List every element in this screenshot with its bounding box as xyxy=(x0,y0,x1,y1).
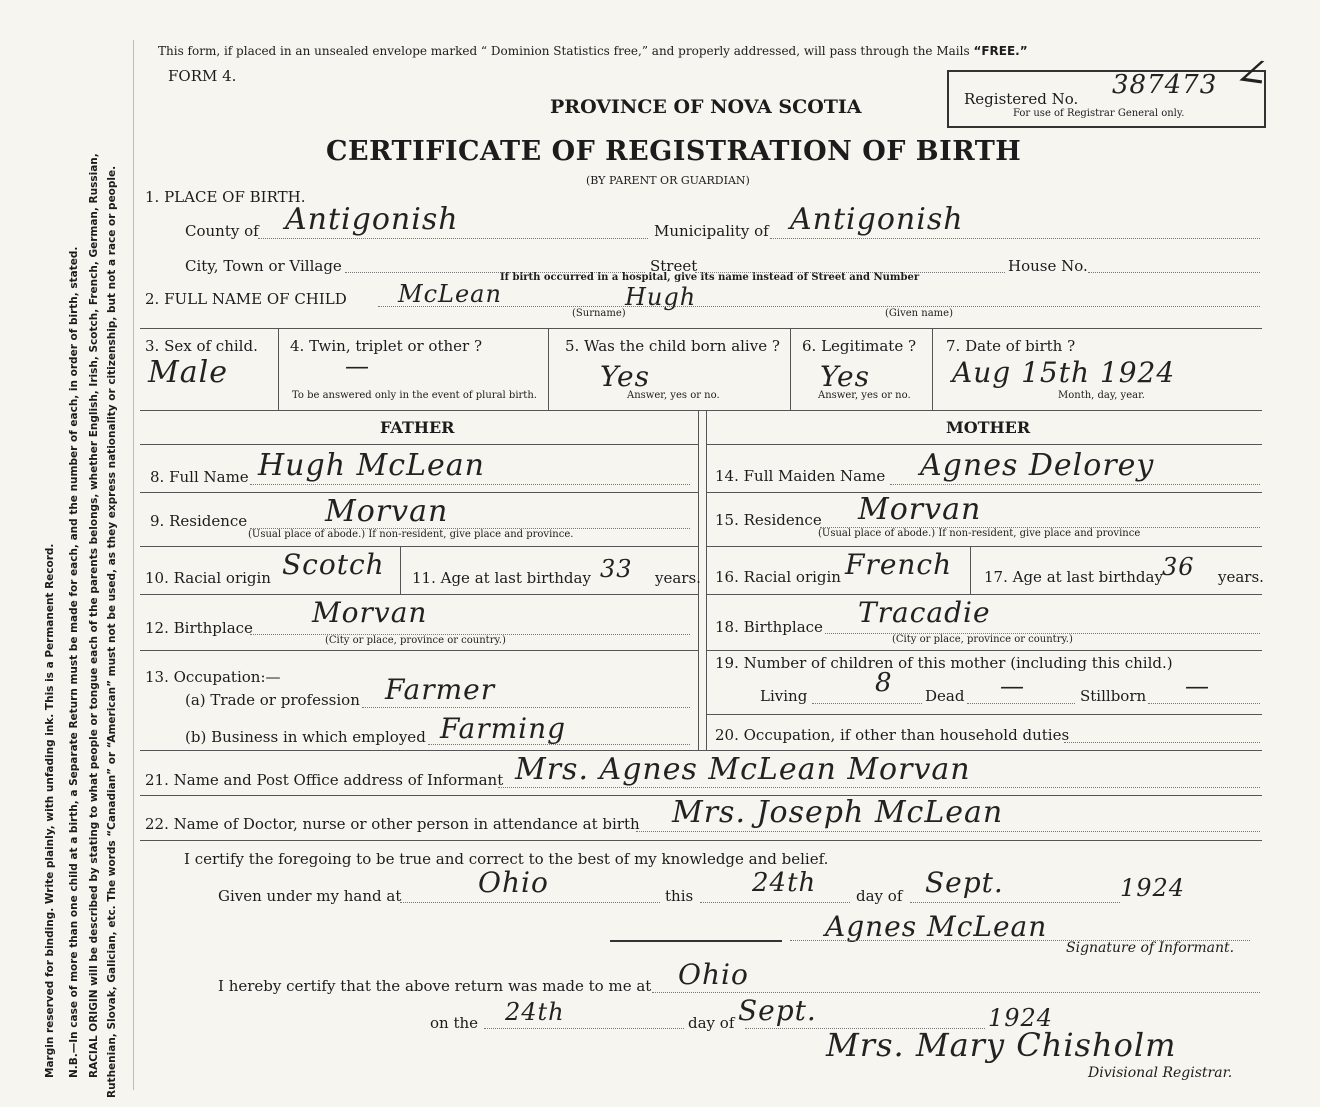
father-name-label: 8. Full Name xyxy=(150,468,249,486)
given-month: Sept. xyxy=(925,866,1004,899)
child-given-name: Hugh xyxy=(625,283,697,311)
registrar-use-note: For use of Registrar General only. xyxy=(1013,108,1185,119)
business-label: (b) Business in which employed xyxy=(185,728,426,746)
city-label: City, Town or Village xyxy=(185,257,342,275)
mother-birthplace-value: Tracadie xyxy=(858,596,991,629)
on-label: on the xyxy=(430,1014,479,1032)
given-year: 1924 xyxy=(1120,874,1186,902)
rule xyxy=(706,546,1262,547)
rule xyxy=(140,650,698,651)
line xyxy=(484,1028,684,1029)
father-residence-note: (Usual place of abode.) If non-resident, give place and province. xyxy=(248,529,574,540)
municipality-line xyxy=(770,238,1260,239)
child-surname: McLean xyxy=(398,280,502,308)
trade-value: Farmer xyxy=(385,673,496,706)
legitimate-note: Answer, yes or no. xyxy=(818,390,911,401)
rule xyxy=(140,840,1262,841)
registrar-day: 24th xyxy=(505,998,565,1026)
registrar-dayof-label: day of xyxy=(688,1014,735,1032)
mail-notice: This form, if placed in an unsealed envelope marked “ Dominion Statistics free,” and properly addressed, will pass through the Mails “FREE.” xyxy=(158,44,1028,58)
registrar-place: Ohio xyxy=(678,958,749,991)
mother-heading: MOTHER xyxy=(946,418,1031,437)
rule xyxy=(706,650,1262,651)
rule xyxy=(400,546,401,594)
rule xyxy=(706,594,1262,595)
business-value: Farming xyxy=(440,712,567,745)
alive-value: Yes xyxy=(600,360,650,393)
rule xyxy=(706,492,1262,493)
mother-age-label: 17. Age at last birthday xyxy=(984,568,1163,586)
father-heading: FATHER xyxy=(380,418,455,437)
line xyxy=(400,902,660,903)
line xyxy=(1064,742,1260,743)
registered-no-label: Registered No. xyxy=(964,90,1079,108)
stillborn-value: — xyxy=(1185,672,1210,700)
mother-years: years. xyxy=(1218,568,1264,586)
municipality-value: Antigonish xyxy=(790,202,964,237)
given-label: Given under my hand at xyxy=(218,887,402,905)
rule xyxy=(140,492,698,493)
given-day: 24th xyxy=(752,868,817,898)
page-subtitle: (BY PARENT OR GUARDIAN) xyxy=(586,174,750,187)
county-label: County of xyxy=(185,222,259,240)
alive-note: Answer, yes or no. xyxy=(627,390,720,401)
form-number: FORM 4. xyxy=(168,67,237,85)
dob-value: Aug 15th 1924 xyxy=(952,356,1176,389)
mother-age-value: 36 xyxy=(1162,553,1195,581)
rule xyxy=(706,714,1262,715)
legitimate-label: 6. Legitimate ? xyxy=(802,337,917,355)
place-of-birth-heading: 1. PLACE OF BIRTH. xyxy=(145,188,306,206)
legitimate-value: Yes xyxy=(820,360,870,393)
line xyxy=(362,707,690,708)
rule xyxy=(140,750,1262,751)
mother-race-label: 16. Racial origin xyxy=(715,568,841,586)
twin-label: 4. Twin, triplet or other ? xyxy=(290,337,482,355)
line xyxy=(910,902,1120,903)
dob-note: Month, day, year. xyxy=(1058,390,1145,401)
mother-residence-label: 15. Residence xyxy=(715,511,822,529)
stillborn-label: Stillborn xyxy=(1080,687,1147,705)
house-line xyxy=(1088,272,1260,273)
this-label: this xyxy=(665,887,694,905)
rule xyxy=(140,444,698,445)
father-age-value: 33 xyxy=(600,555,633,583)
municipality-label: Municipality of xyxy=(654,222,769,240)
child-name-line xyxy=(378,306,1260,307)
county-value: Antigonish xyxy=(285,202,459,237)
children-label: 19. Number of children of this mother (including this child.) xyxy=(715,654,1173,672)
line xyxy=(250,484,690,485)
doctor-value: Mrs. Joseph McLean xyxy=(672,795,1004,830)
given-caption: (Given name) xyxy=(885,308,953,319)
signature-caption: Signature of Informant. xyxy=(1066,940,1235,956)
line xyxy=(428,744,690,745)
certify-statement: I certify the foregoing to be true and correct to the best of my knowledge and belief. xyxy=(184,850,829,868)
mark-tick: ∠ xyxy=(1231,47,1273,99)
sex-label: 3. Sex of child. xyxy=(145,337,258,355)
margin-rule xyxy=(133,40,134,1090)
side-note-racial-origin-cont: Ruthenian, Slovak, Galician, etc. The words “Canadian” or “American” must not be used, as they express nationality or citizenship, but not a race or people. xyxy=(106,165,118,1098)
dead-value: — xyxy=(1000,672,1025,700)
mother-name-value: Agnes Delorey xyxy=(920,448,1155,483)
rule xyxy=(140,328,1262,329)
registrar-month: Sept. xyxy=(738,994,817,1027)
mother-race-value: French xyxy=(845,548,953,581)
signature-rule xyxy=(610,940,782,942)
column-divider xyxy=(706,410,707,750)
line xyxy=(652,992,1260,993)
side-note-binding: Margin reserved for binding. Write plainly, with unfading ink. This is a Permanent Record. xyxy=(44,543,56,1078)
mother-birthplace-label: 18. Birthplace xyxy=(715,618,823,636)
dob-label: 7. Date of birth ? xyxy=(946,337,1076,355)
rule xyxy=(706,444,1262,445)
given-place: Ohio xyxy=(478,866,549,899)
father-years: years. xyxy=(655,569,701,587)
side-note-multiple-births: N.B.—In case of more than one child at a birth, a Separate Return must be made for each, and the number of each, in order of birth, stated. xyxy=(68,246,80,1078)
rule xyxy=(548,328,549,410)
father-birthplace-value: Morvan xyxy=(312,596,428,629)
father-race-label: 10. Racial origin xyxy=(145,569,271,587)
registrar-year: 1924 xyxy=(988,1004,1054,1032)
informant-label: 21. Name and Post Office address of Informant xyxy=(145,771,504,789)
registered-number: 387473 xyxy=(1112,70,1218,100)
page-title: CERTIFICATE OF REGISTRATION OF BIRTH xyxy=(326,136,1022,167)
mother-name-label: 14. Full Maiden Name xyxy=(715,467,886,485)
dead-label: Dead xyxy=(925,687,965,705)
registrar-statement: I hereby certify that the above return was made to me at xyxy=(218,977,652,995)
street-label: Street xyxy=(650,257,698,275)
mother-residence-value: Morvan xyxy=(858,492,982,527)
line xyxy=(498,787,1260,788)
line xyxy=(967,703,1075,704)
twin-note: To be answered only in the event of plural birth. xyxy=(292,390,537,401)
father-birthplace-note: (City or place, province or country.) xyxy=(325,635,506,646)
line xyxy=(890,484,1260,485)
rule xyxy=(140,546,698,547)
father-occupation-label: 13. Occupation:— xyxy=(145,668,281,686)
rule xyxy=(140,410,1262,411)
dayof-label: day of xyxy=(856,887,903,905)
line xyxy=(700,902,850,903)
side-note-racial-origin: RACIAL ORIGIN will be described by stating to what people or tongue each of the parents belongs, whether English, Irish, Scotch, French, German, Russian, xyxy=(88,153,100,1078)
rule xyxy=(790,328,791,410)
registrar-signature: Mrs. Mary Chisholm xyxy=(826,1026,1177,1064)
father-age-label: 11. Age at last birthday xyxy=(412,569,591,587)
living-value: 8 xyxy=(875,668,893,698)
father-race-value: Scotch xyxy=(282,548,385,581)
father-residence-value: Morvan xyxy=(325,494,449,529)
father-name-value: Hugh McLean xyxy=(258,448,485,483)
trade-label: (a) Trade or profession xyxy=(185,691,360,709)
rule xyxy=(140,594,698,595)
rule xyxy=(932,328,933,410)
informant-signature: Agnes McLean xyxy=(825,910,1048,943)
child-name-label: 2. FULL NAME OF CHILD xyxy=(145,290,347,308)
registrar-caption: Divisional Registrar. xyxy=(1088,1065,1233,1081)
rule xyxy=(970,546,971,594)
line xyxy=(812,703,922,704)
living-label: Living xyxy=(760,687,808,705)
mother-residence-note: (Usual place of abode.) If non-resident, give place and province xyxy=(818,528,1141,539)
informant-value: Mrs. Agnes McLean Morvan xyxy=(515,752,971,787)
line xyxy=(636,831,1260,832)
father-residence-label: 9. Residence xyxy=(150,512,248,530)
house-label: House No. xyxy=(1008,257,1088,275)
county-line xyxy=(258,238,648,239)
rule xyxy=(278,328,279,410)
surname-caption: (Surname) xyxy=(572,308,626,319)
mother-occupation-label: 20. Occupation, if other than household duties xyxy=(715,726,1070,744)
mother-birthplace-note: (City or place, province or country.) xyxy=(892,634,1073,645)
sex-value: Male xyxy=(148,355,228,390)
hospital-note: If birth occurred in a hospital, give its name instead of Street and Number xyxy=(500,272,920,283)
alive-label: 5. Was the child born alive ? xyxy=(565,337,780,355)
line xyxy=(1148,703,1260,704)
father-birthplace-label: 12. Birthplace xyxy=(145,619,253,637)
twin-value: — xyxy=(345,352,370,380)
doctor-label: 22. Name of Doctor, nurse or other person in attendance at birth xyxy=(145,815,640,833)
province-heading: PROVINCE OF NOVA SCOTIA xyxy=(550,96,862,118)
